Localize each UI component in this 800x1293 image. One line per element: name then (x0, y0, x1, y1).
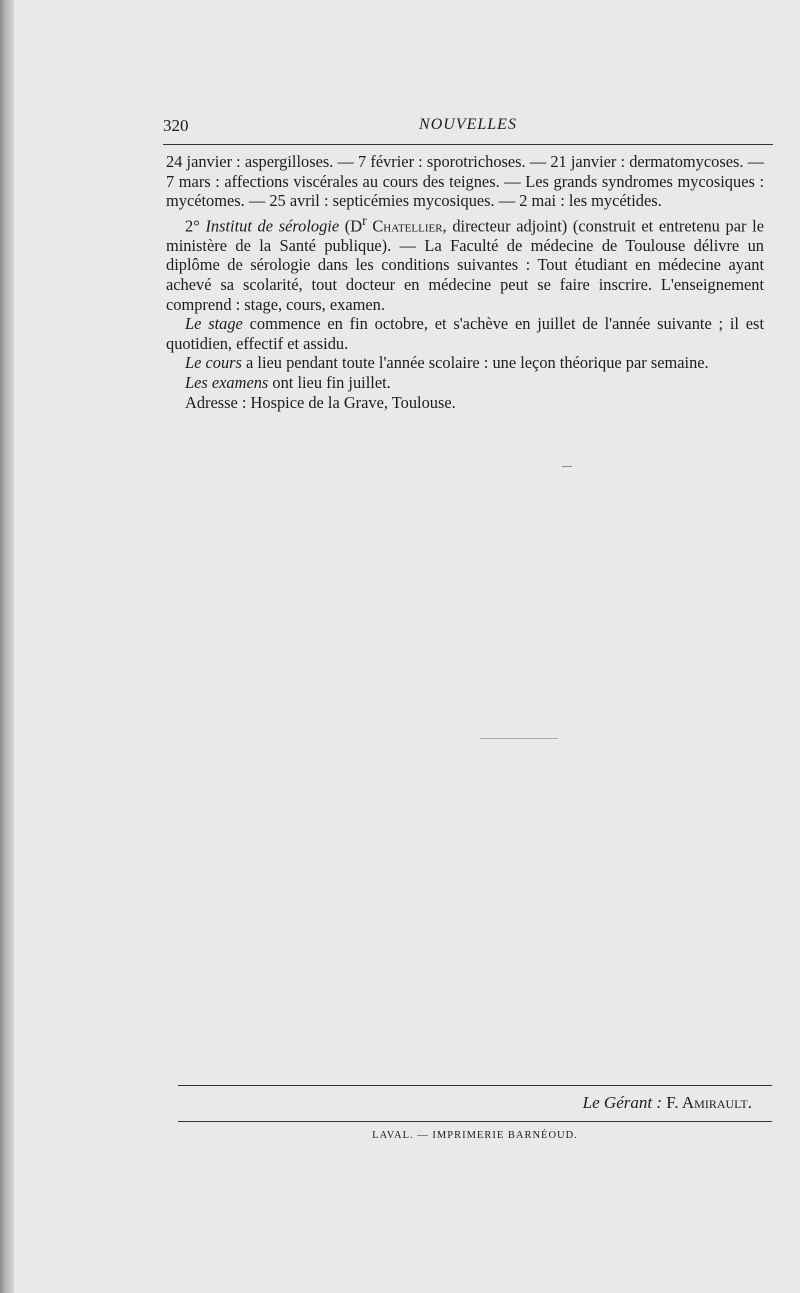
stage-term: Le stage (185, 314, 243, 334)
show-through-rule (480, 738, 558, 739)
header-rule (163, 144, 773, 145)
paragraph-address: Adresse : Hospice de la Grave, Toulouse. (185, 392, 456, 412)
manager-signature (583, 1093, 752, 1113)
page-binding-edge (0, 0, 14, 1293)
paragraph-text: commence en fin octobre, et s'achève en juillet de l'année suivante ; il est quotidien, effectif et assidu. (166, 314, 764, 353)
section-number: 2° (185, 216, 206, 236)
paragraph-examens (166, 373, 764, 393)
page-header (163, 116, 773, 138)
page-number: 320 (163, 116, 189, 135)
article-body (166, 152, 764, 412)
cours-term: Le cours (185, 353, 242, 373)
paragraph-stage (166, 314, 764, 353)
section-end-dash (562, 466, 572, 467)
footer-rule-top (178, 1085, 772, 1086)
manager-name: F. Amirault. (666, 1093, 752, 1112)
paragraph-mycology-schedule: 24 janvier : aspergilloses. — 7 février : sporotrichoses. — 21 janvier : dermatomycoses. — 7 mars : affections viscérales au cours des teignes. — Les grands syndromes mycosiques : mycétomes. — 25 avril : septicémies mycosiques. — 2 mai : les mycétides. (166, 152, 764, 211)
section-title: Institut de sérologie (205, 216, 340, 236)
title-abbrev-sup: r (362, 212, 367, 228)
running-title: NOUVELLES (419, 116, 517, 133)
examens-term: Les examens (185, 373, 269, 392)
footer-rule-bottom (178, 1121, 772, 1122)
paragraph-text: a lieu pendant toute l'année scolaire : une leçon théorique par semaine. (241, 353, 709, 373)
paragraph-serology-institute (166, 211, 764, 314)
text-fragment: (D (339, 216, 363, 236)
paragraph-text: ont lieu fin juillet. (268, 373, 391, 392)
printer-imprint: LAVAL. — IMPRIMERIE BARNÉOUD. (372, 1130, 578, 1141)
paragraph-cours (166, 353, 764, 373)
manager-label: Le Gérant : (582, 1093, 662, 1112)
paragraph-text: , directeur adjoint) (construit et entretenu par le ministère de la Santé publique). — La Faculté de médecine de Toulouse délivre un diplôme de sérologie dans les conditions suivantes : Tout étudiant en médecine ayant achevé sa scolarité, tout docteur en médecine peut se faire inscrire. L'enseignement comprend : stage, cours, examen. (166, 216, 764, 314)
director-name: Chatellier (372, 216, 443, 236)
